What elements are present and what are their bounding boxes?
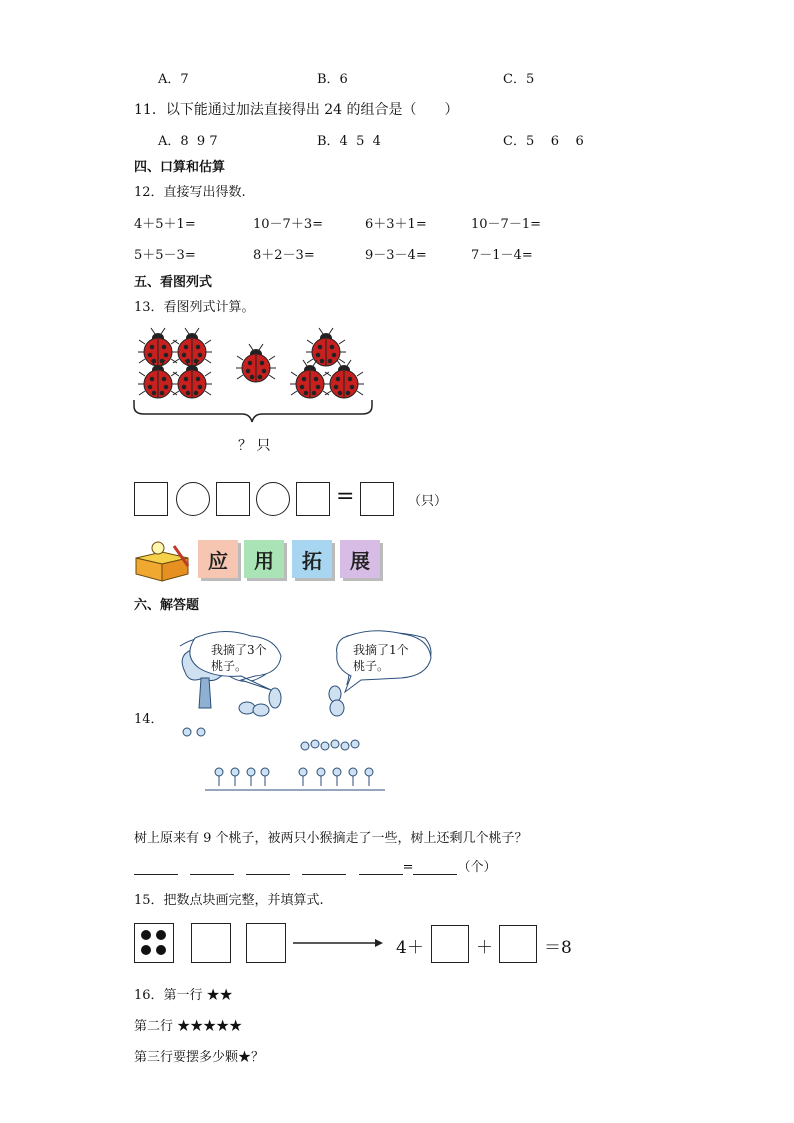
arrow-right-icon	[293, 937, 383, 949]
section-5-heading: 五、看图列式	[134, 275, 213, 290]
answer-box[interactable]	[360, 482, 394, 516]
equals-sign: =	[402, 860, 414, 875]
q10-option-a: A．7	[158, 72, 189, 87]
ladybug-icon	[306, 328, 346, 366]
q11-option-b: B．4 5 4	[317, 134, 381, 149]
ladybug-icon	[138, 360, 178, 398]
q11-option-a: A．8 9 7	[158, 134, 218, 149]
monkeys-picking-peaches-illustration	[175, 628, 435, 800]
four-dots-icon	[135, 924, 172, 961]
ladybug-icon	[172, 360, 212, 398]
dot-block-blank[interactable]	[246, 923, 286, 963]
bubble-right-line2: 桃子。	[353, 659, 390, 673]
q15-plus: ＋	[476, 938, 493, 958]
q12-item-2: 10－7＋3=	[253, 217, 323, 232]
answer-box[interactable]	[499, 925, 537, 963]
q16-line2: 第二行 ★★★★★	[134, 1019, 243, 1034]
q14-answer-line	[134, 856, 496, 875]
lightbulb-box-icon	[132, 540, 192, 582]
ladybug-icon	[236, 344, 276, 382]
answer-box[interactable]	[431, 925, 469, 963]
q15-eq-end: ＝8	[544, 938, 572, 958]
answer-blank[interactable]	[302, 860, 346, 875]
banner-tile-2: 用	[244, 540, 284, 578]
answer-blank[interactable]	[359, 860, 403, 875]
q15-stem: 15．把数点块画完整，并填算式.	[134, 893, 324, 908]
q16-line3: 第三行要摆多少颗★？	[134, 1050, 265, 1065]
q12-item-8: 7－1－4=	[471, 248, 533, 263]
bubble-left-line1: 我摘了3个	[211, 643, 267, 657]
equals-sign: =	[336, 484, 355, 509]
q14-question: 树上原来有 9 个桃子，被两只小猴摘走了一些，树上还剩几个桃子？	[134, 831, 528, 846]
bubble-right-line1: 我摘了1个	[353, 643, 409, 657]
q11-option-c: C．5 6 6	[503, 134, 584, 149]
q12-item-4: 10－7－1=	[471, 217, 541, 232]
answer-blank[interactable]	[246, 860, 290, 875]
q13-question-label: ？ 只	[238, 438, 271, 454]
dot-block-blank[interactable]	[191, 923, 231, 963]
answer-blank[interactable]	[134, 860, 178, 875]
answer-box[interactable]	[134, 482, 168, 516]
q13-unit: （只）	[408, 494, 448, 509]
operator-circle[interactable]	[176, 482, 210, 516]
q15-eq-start: 4＋	[396, 938, 424, 958]
answer-blank[interactable]	[190, 860, 234, 875]
banner-tile-4: 展	[340, 540, 380, 578]
bubble-left-line2: 桃子。	[211, 659, 248, 673]
q16-line1: 16．第一行 ★★	[134, 988, 233, 1003]
ladybug-icon	[138, 328, 178, 366]
q12-stem: 12．直接写出得数.	[134, 185, 246, 200]
banner-tile-3: 拓	[292, 540, 332, 578]
banner-tile-1: 应	[198, 540, 238, 578]
q12-item-3: 6＋3＋1=	[365, 217, 427, 232]
answer-box[interactable]	[216, 482, 250, 516]
q10-option-c: C．5	[503, 72, 535, 87]
operator-circle[interactable]	[256, 482, 290, 516]
dot-block-four	[134, 923, 174, 963]
ladybug-icon	[172, 328, 212, 366]
section-4-heading: 四、口算和估算	[134, 160, 226, 175]
brace	[134, 400, 372, 422]
answer-blank[interactable]	[413, 860, 457, 875]
q11-stem: 11．以下能通过加法直接得出 24 的组合是（ ）	[134, 102, 459, 118]
q12-item-5: 5＋5－3=	[134, 248, 196, 263]
q10-option-b: B．6	[317, 72, 348, 87]
q14-unit: （个）	[457, 860, 497, 875]
q12-item-1: 4＋5＋1=	[134, 217, 196, 232]
q12-item-6: 8＋2－3=	[253, 248, 315, 263]
q14-number: 14．	[134, 712, 164, 727]
answer-box[interactable]	[296, 482, 330, 516]
section-6-heading: 六、解答题	[134, 598, 200, 613]
q13-stem: 13．看图列式计算。	[134, 300, 255, 315]
q12-item-7: 9－3－4=	[365, 248, 427, 263]
